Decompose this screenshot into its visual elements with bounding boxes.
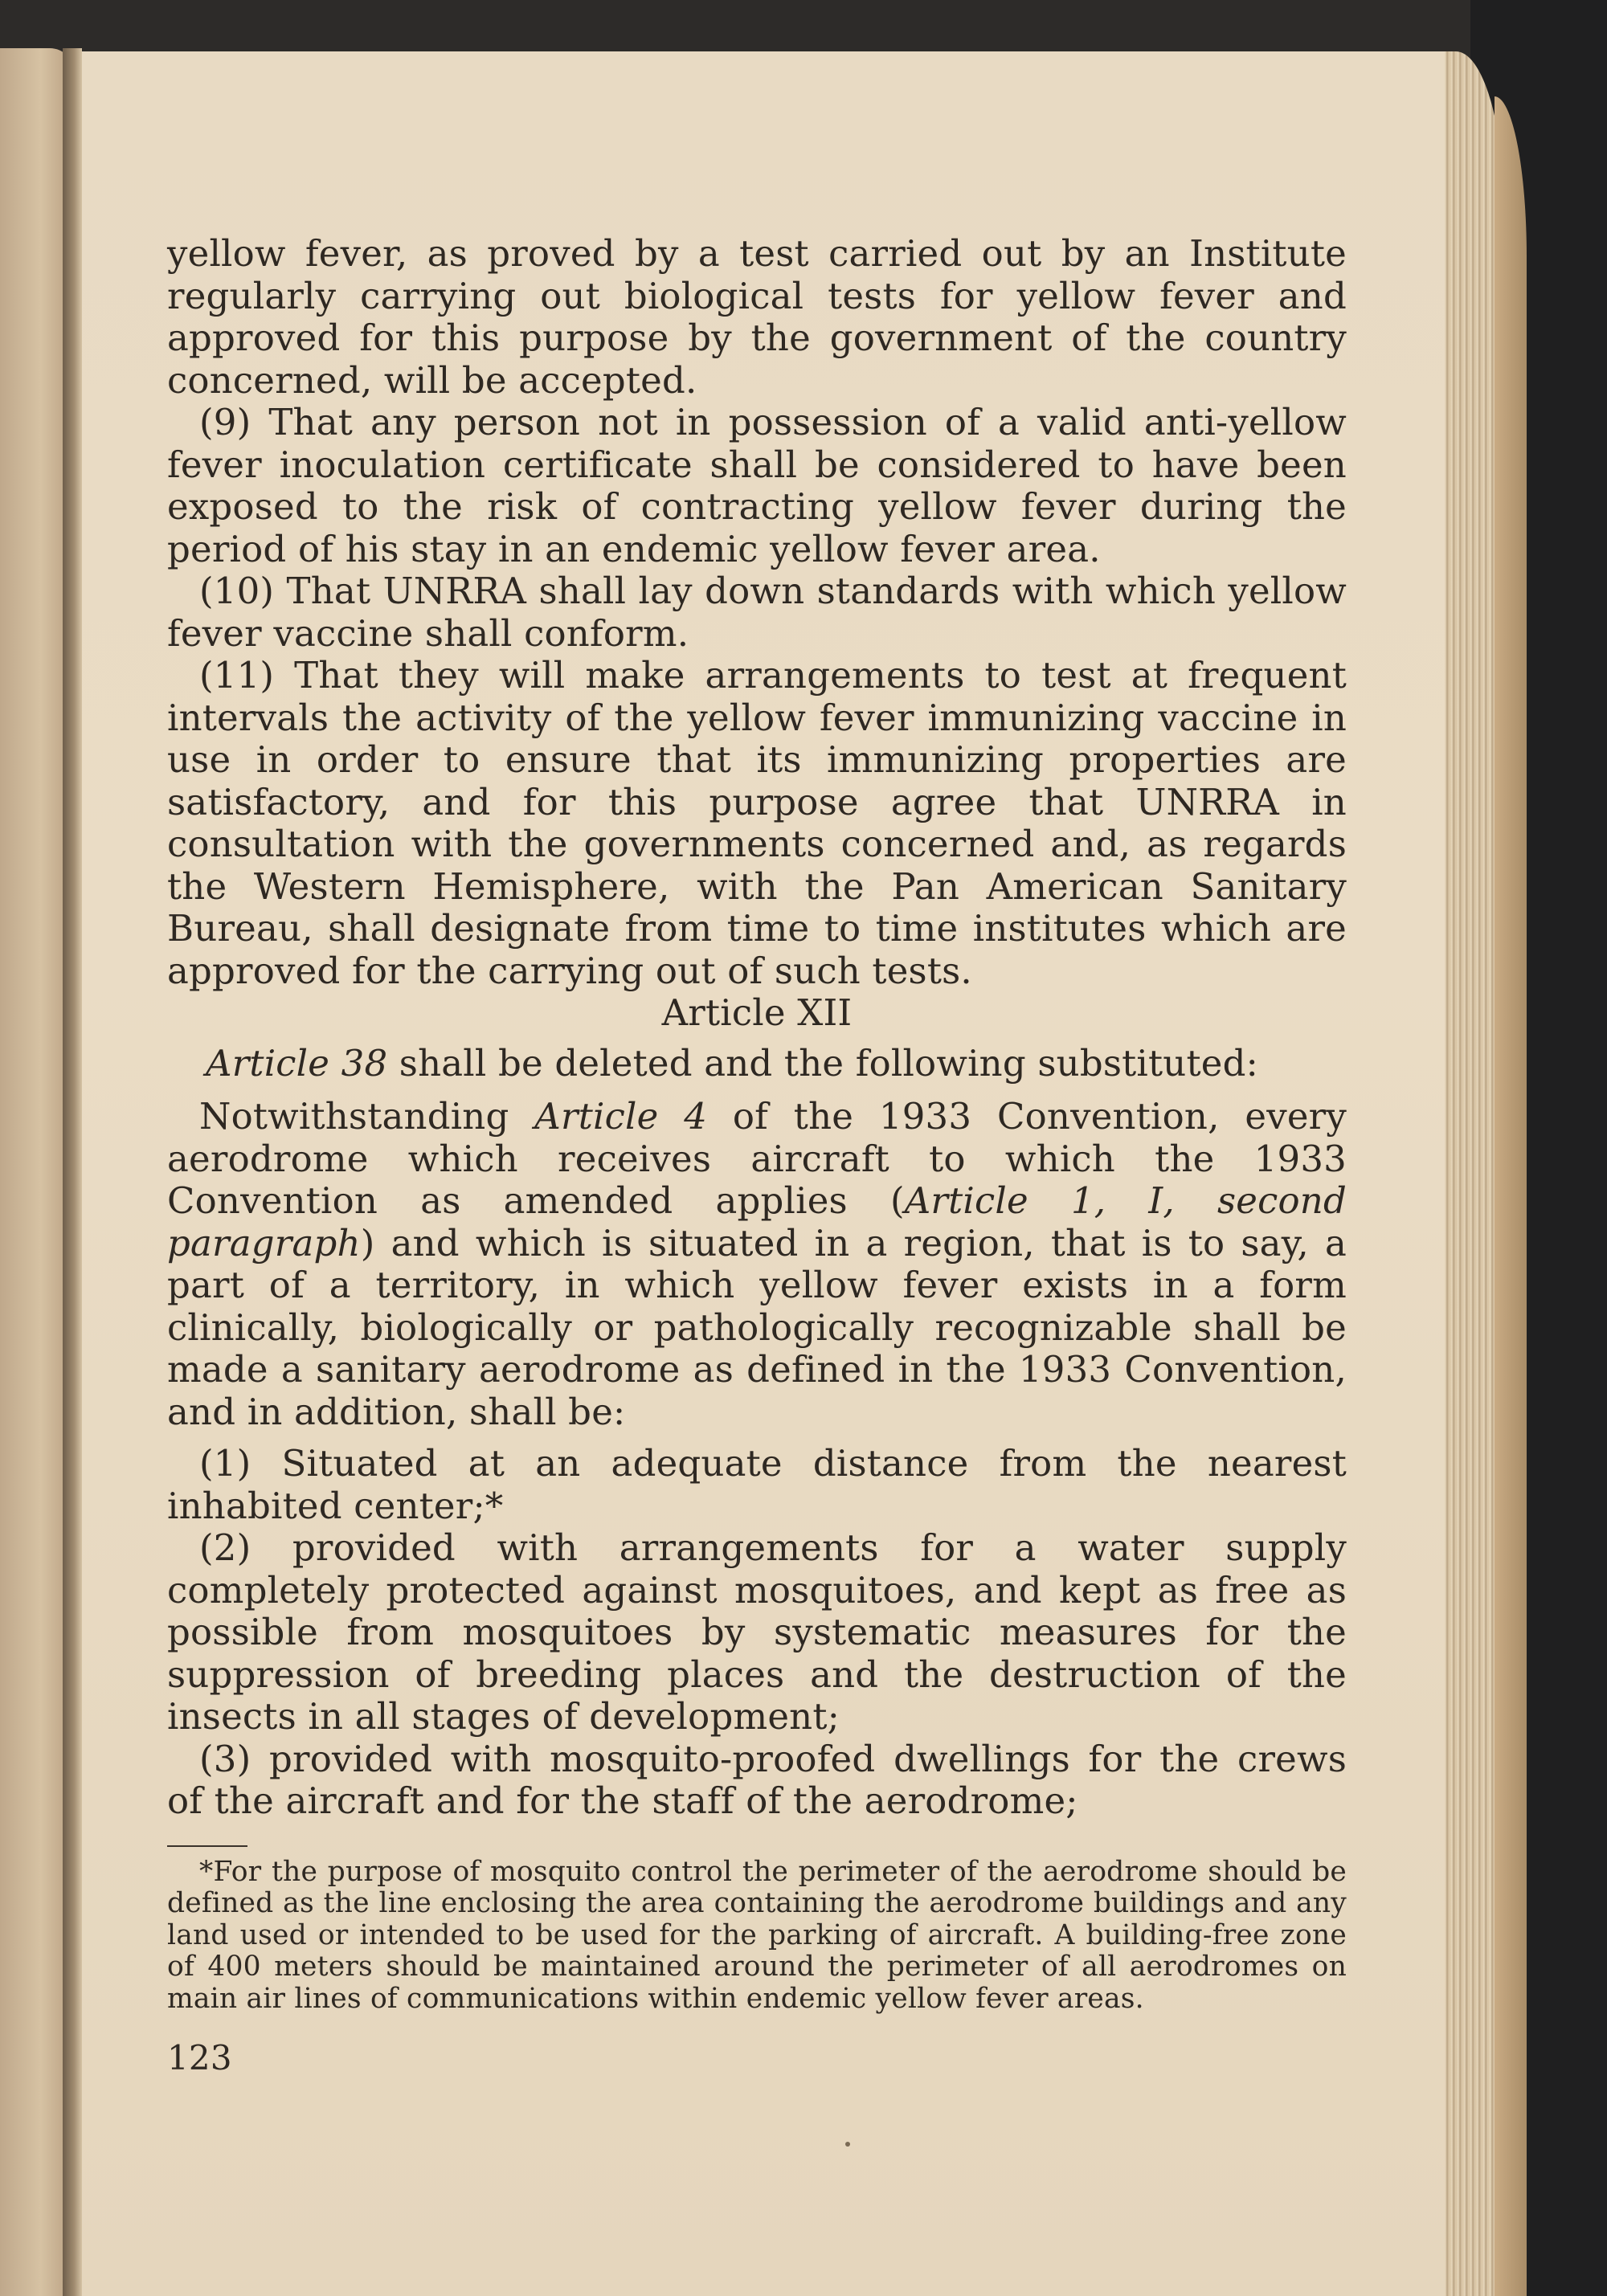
list-item-1: (1) Situated at an adequate distance from the nearest inhabited center;* — [167, 1442, 1347, 1527]
list-item-3: (3) provided with mosquito-proofed dwellings for the crews of the aircraft and for the staff of the aerodrome; — [167, 1737, 1347, 1822]
page-content — [79, 51, 1445, 2296]
article-heading: Article XII — [661, 991, 853, 1034]
article-ref-38: Article 38 — [206, 1041, 388, 1085]
article-intro — [167, 1043, 1347, 1085]
paper-speck — [845, 2142, 850, 2147]
article-body-mid: of the 1933 Convention, every aerodrome which receives aircraft to which the 1933 Convention as amended applies ( — [167, 1095, 1347, 1222]
book-edge-shadow — [1495, 96, 1527, 2296]
article-intro-text: shall be deleted and the following substituted: — [387, 1041, 1258, 1085]
paragraph-item-10: (10) That UNRRA shall lay down standards with which yellow fever vaccine shall conform. — [167, 570, 1347, 655]
article-ref-1: Article 1, I, second paragraph — [167, 1179, 1347, 1264]
page-number: 123 — [167, 2038, 232, 2077]
paragraph-item-9: (9) That any person not in possession of a valid anti-yellow fever inoculation certificate shall be considered to have been exposed to the risk of contracting yellow fever during the period of his stay in an endemic yellow fever area. — [167, 401, 1347, 570]
article-body-start: Notwithstanding — [199, 1095, 535, 1138]
article-body-end: ) and which is situated in a region, that is to say, a part of a territory, in which yellow fever exists in a form clinically, biologically or pathologically recognizable shall be made a sanitary aerodrome as defined in the 1933 Convention, and in addition, shall be: — [167, 1221, 1347, 1433]
footnote: *For the purpose of mosquito control the perimeter of the aerodrome should be defined as the line enclosing the area containing the aerodrome buildings and any land used or intended to be used for the parking of aircraft. A building-free zone of 400 meters should be maintained around the perimeter of all aerodromes on main air lines of communications within endemic yellow fever areas. — [167, 1855, 1347, 2015]
list-item-2: (2) provided with arrangements for a water supply completely protected against mosquitoes, and kept as free as possible from mosquitoes by systematic measures for the suppression of breeding places and the destruction of the insects in all stages of development; — [167, 1526, 1347, 1738]
article-body — [167, 1096, 1347, 1433]
footnote-divider — [167, 1845, 247, 1847]
paragraph-item-11: (11) That they will make arrangements to test at frequent intervals the activity of the yellow fever immunizing vaccine in use in order to ensure that its immunizing properties are satisfactory, and for this purpose agree that UNRRA in consultation with the governments concerned and, as regards the Western Hemisphere, with the Pan American Sanitary Bureau, shall designate from time to time institutes which are approved for the carrying out of such tests. — [167, 654, 1347, 992]
paragraph-continuation: yellow fever, as proved by a test carried out by an Institute regularly carrying out biological tests for yellow fever and approved for this purpose by the government of the country concerned, will be accepted. — [167, 232, 1347, 402]
text-body — [167, 233, 1347, 2080]
article-ref-4: Article 4 — [534, 1095, 708, 1138]
